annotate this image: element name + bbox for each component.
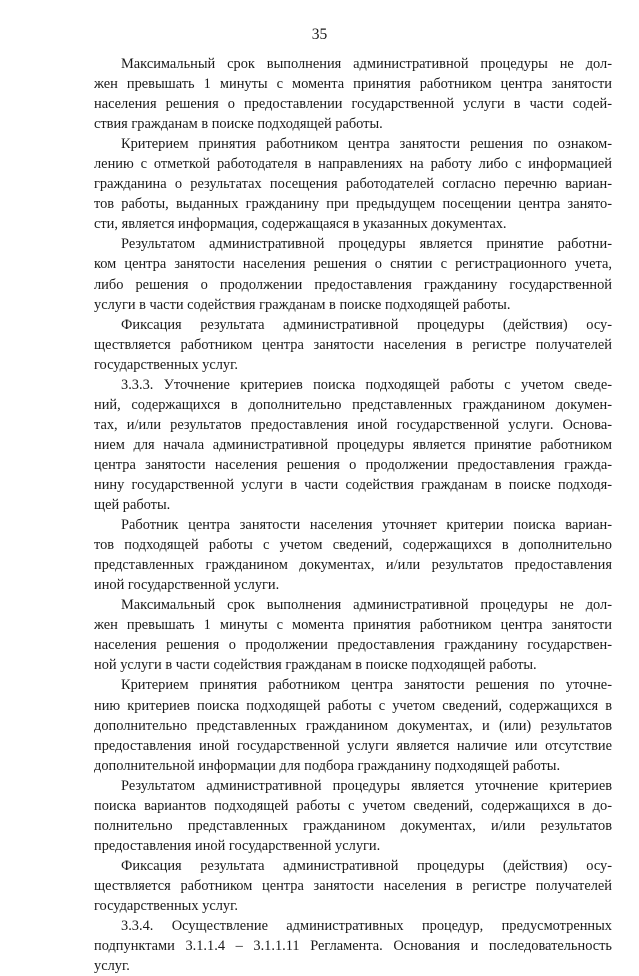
- text-line: Критерием принятия работником центра занятости решения по ознаком-: [121, 136, 612, 153]
- text-line: поиска вариантов подходящей работы с учетом сведений, содержащихся в до-: [94, 797, 612, 814]
- text-line: жен превышать 1 минуты с момента принятия работником центра занятости: [94, 76, 612, 93]
- text-line: Максимальный срок выполнения административной процедуры не дол-: [121, 56, 612, 72]
- text-line: гражданина о результатах посещения работодателей согласно перечню вариан-: [94, 176, 612, 193]
- text-line: государственных услуг.: [94, 897, 238, 914]
- text-line: Фиксация результата административной процедуры (действия) осу-: [121, 857, 612, 874]
- text-line: Результатом административной процедуры является уточнение критериев: [121, 777, 612, 794]
- document-body: [94, 54, 612, 976]
- text-line: нием для начала административной процедуры является принятие работником: [94, 436, 612, 453]
- text-line: ществляется работником центра занятости населения в регистре получателей: [94, 336, 612, 353]
- text-line: дополнительной информации для подбора гражданину подходящей работы.: [94, 757, 561, 774]
- text-line: услуг.: [94, 958, 130, 975]
- text-line: услуги в части содействия гражданам в поиске подходящей работы.: [94, 296, 511, 313]
- page-number: 35: [311, 26, 328, 43]
- text-line: Максимальный срок выполнения административной процедуры не дол-: [121, 597, 612, 614]
- text-line: 3.3.3. Уточнение критериев поиска подходящей работы с учетом сведе-: [121, 376, 612, 393]
- text-line: государственных услуг.: [94, 356, 238, 373]
- text-line: дополнительно представленных гражданином документах, и (или) результатов: [94, 717, 612, 734]
- text-line: нию критериев поиска подходящей работы с учетом сведений, содержащихся в: [94, 697, 612, 714]
- text-line: ствия гражданам в поиске подходящей работы.: [94, 116, 383, 133]
- text-line: щей работы.: [94, 497, 171, 514]
- text-line: ком центра занятости населения решения о снятии с регистрационного учета,: [94, 256, 612, 273]
- text-line: тов работы, выданных гражданину при предыдущем посещении центра занято-: [94, 196, 612, 213]
- text-line: Работник центра занятости населения уточняет критерии поиска вариан-: [121, 517, 612, 534]
- text-line: ществляется работником центра занятости населения в регистре получателей: [94, 877, 612, 894]
- text-line: предоставления иной государственной услуги.: [94, 837, 381, 854]
- text-line: 3.3.4. Осуществление административных процедур, предусмотренных: [121, 918, 612, 935]
- text-line: населения решения о предоставлении государственной услуги в части содей-: [94, 96, 612, 113]
- text-line: центра занятости населения решения о продолжении предоставления гражда-: [94, 456, 612, 473]
- text-line: Критерием принятия работником центра занятости решения по уточне-: [121, 677, 612, 694]
- text-line: тах, и/или результатов предоставления иной государственной услуги. Основа-: [94, 416, 612, 433]
- text-line: тов подходящей работы с учетом сведений, содержащихся в дополнительно: [94, 537, 612, 554]
- text-line: нину государственной услуги в части содействия гражданам в поиске подходя-: [94, 476, 612, 493]
- text-line: полнительно представленных гражданином документах, и/или результатов: [94, 817, 612, 834]
- text-line: иной государственной услуги.: [94, 577, 280, 594]
- text-line: Результатом административной процедуры является принятие работни-: [121, 236, 612, 253]
- text-line: подпунктами 3.1.1.4 – 3.1.1.11 Регламента. Основания и последовательность: [94, 938, 612, 955]
- text-line: Фиксация результата административной процедуры (действия) осу-: [121, 316, 612, 333]
- text-line: предоставления иной государственной услуги является наличие или отсутствие: [94, 737, 612, 754]
- text-line: либо решения о продолжении предоставления гражданину государственной: [94, 276, 612, 293]
- text-line: ний, содержащихся в дополнительно представленных гражданином докумен-: [94, 396, 612, 413]
- text-line: жен превышать 1 минуты с момента принятия работником центра занятости: [94, 617, 612, 634]
- text-line: представленных гражданином документах, и/или результатов предоставления: [94, 557, 612, 574]
- text-line: населения решения о продолжении предоставления гражданину государствен-: [94, 637, 612, 654]
- text-line: ной услуги в части содействия гражданам в поиске подходящей работы.: [94, 657, 537, 674]
- text-line: лению с отметкой работодателя в направлениях на работу либо с информацией: [94, 156, 612, 173]
- text-line: сти, является информация, содержащаяся в указанных документах.: [94, 216, 507, 233]
